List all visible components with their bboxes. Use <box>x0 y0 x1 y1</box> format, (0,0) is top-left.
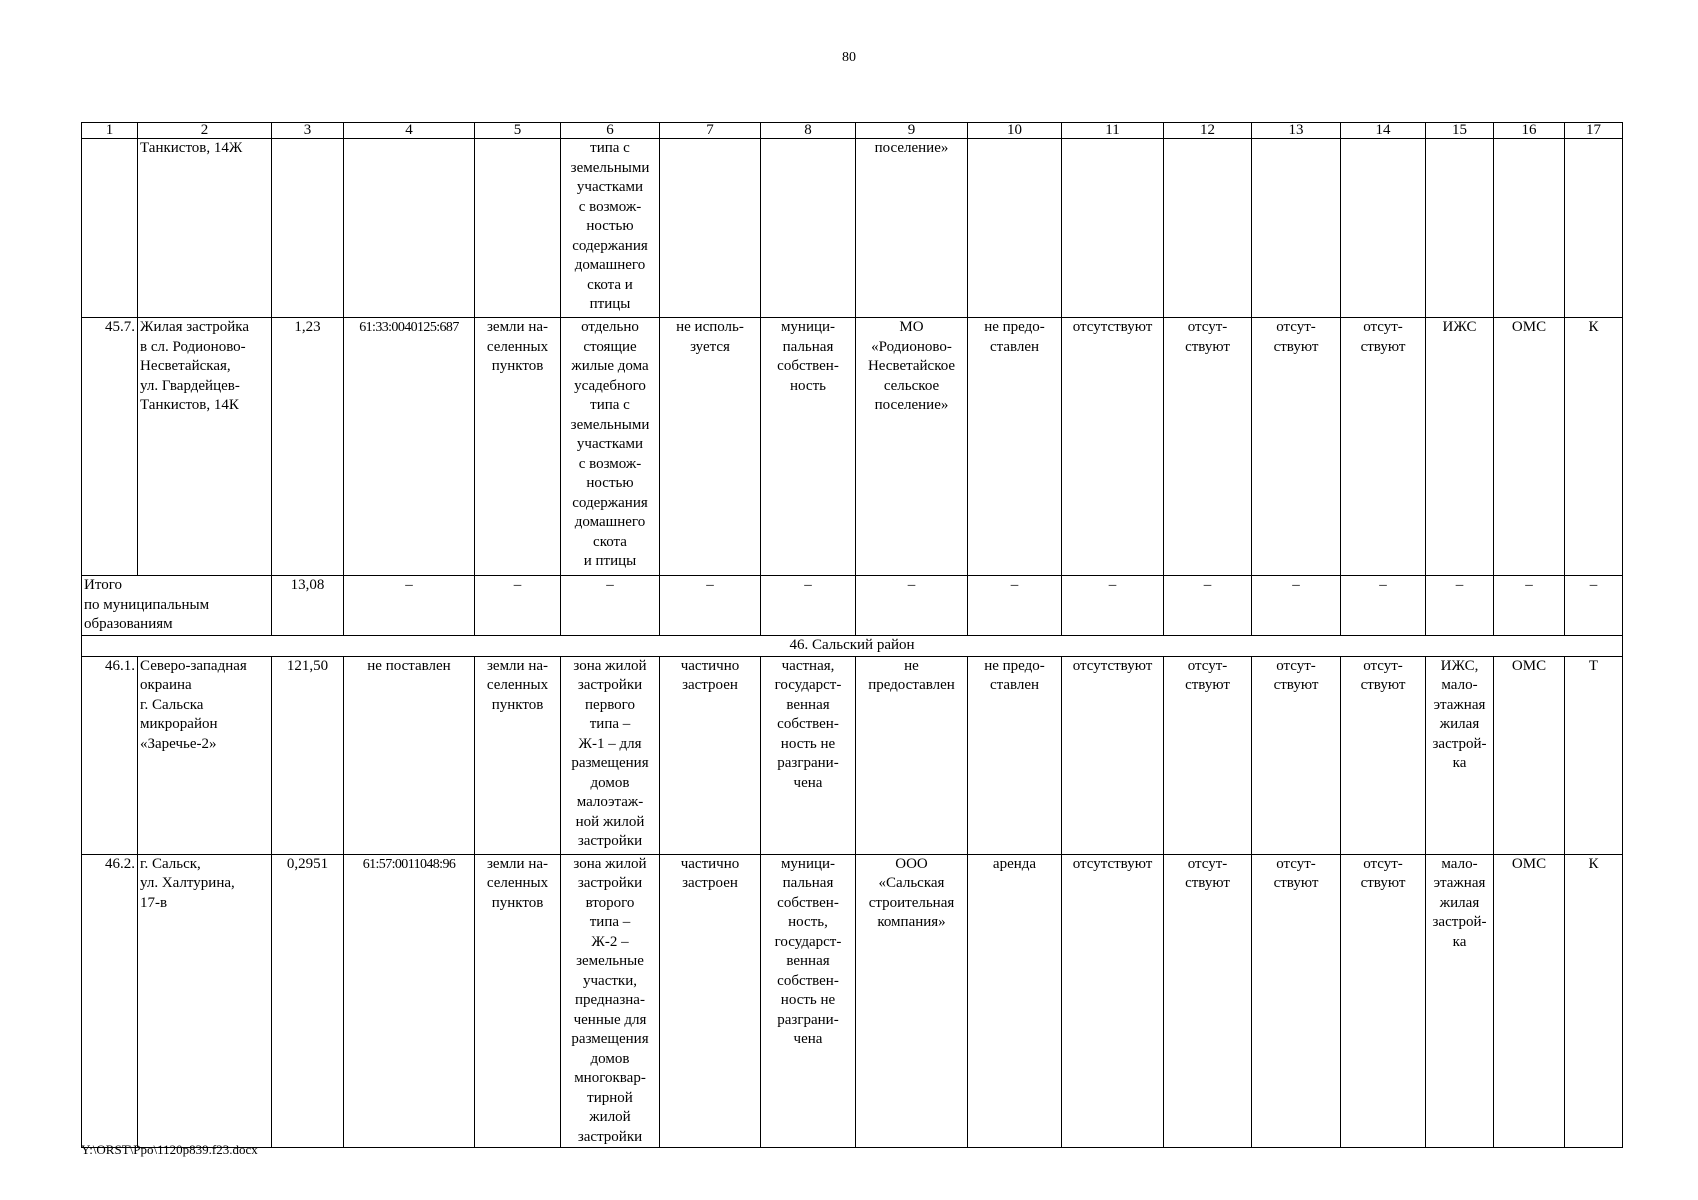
column-number: 3 <box>272 123 344 139</box>
table-cell: зона жилой застройки второго типа – Ж-2 – земельные участки, предназна- ченные для размещения домов многоквар- тирной жилой застройки <box>561 854 660 1148</box>
column-number: 6 <box>561 123 660 139</box>
table-cell: типа с земельными участками с возмож- ностью содержания домашнего скота и птицы <box>561 139 660 318</box>
column-number: 8 <box>761 123 856 139</box>
table-cell: частная, государст- венная собствен- ность не разграни- чена <box>761 656 856 854</box>
table-cell: отдельно стоящие жилые дома усадебного типа с земельными участками с возмож- ностью содержания домашнего скота и птицы <box>561 318 660 576</box>
table-cell <box>1252 139 1341 318</box>
column-number: 16 <box>1494 123 1565 139</box>
column-number: 2 <box>138 123 272 139</box>
table-cell <box>1426 139 1494 318</box>
table-cell <box>660 139 761 318</box>
table-cell: 46.2. <box>82 854 138 1148</box>
column-number: 9 <box>856 123 968 139</box>
table-cell: муници- пальная собствен- ность <box>761 318 856 576</box>
table-cell: отсут- ствуют <box>1164 854 1252 1148</box>
table-cell: земли на- селенных пунктов <box>475 854 561 1148</box>
table-row <box>82 854 1623 1148</box>
table-cell <box>1565 139 1623 318</box>
table-cell: 61:57:0011048:96 <box>344 854 475 1148</box>
table-cell: Танкистов, 14Ж <box>138 139 272 318</box>
table-cell: частично застроен <box>660 656 761 854</box>
table-cell: отсут- ствуют <box>1341 656 1426 854</box>
table-cell: ОМС <box>1494 318 1565 576</box>
table-cell: ОМС <box>1494 656 1565 854</box>
total-value: 13,08 <box>272 576 344 636</box>
file-path: Y:\ORST\Ppo\1120p839.f23.docx <box>81 1142 258 1157</box>
table-cell: мало- этажная жилая застрой- ка <box>1426 854 1494 1148</box>
dash-cell: – <box>344 576 475 636</box>
dash-cell: – <box>1252 576 1341 636</box>
table-cell: отсут- ствуют <box>1252 318 1341 576</box>
table-cell <box>761 139 856 318</box>
dash-cell: – <box>660 576 761 636</box>
table-cell: Северо-западная окраина г. Сальска микрорайон «Заречье-2» <box>138 656 272 854</box>
table-cell: поселение» <box>856 139 968 318</box>
table-cell: отсут- ствуют <box>1164 656 1252 854</box>
table-cell: ИЖС, мало- этажная жилая застрой- ка <box>1426 656 1494 854</box>
table-row <box>82 318 1623 576</box>
column-number: 10 <box>968 123 1062 139</box>
table-cell <box>968 139 1062 318</box>
table-cell: ОМС <box>1494 854 1565 1148</box>
table-cell: 121,50 <box>272 656 344 854</box>
page-number: 80 <box>842 50 856 65</box>
table-cell <box>1494 139 1565 318</box>
section-row <box>82 636 1623 657</box>
table-cell: отсут- ствуют <box>1341 318 1426 576</box>
table-row-continuation <box>82 139 1623 318</box>
dash-cell: – <box>761 576 856 636</box>
table-cell: отсут- ствуют <box>1341 854 1426 1148</box>
table-cell: МО «Родионово- Несветайское сельское поселение» <box>856 318 968 576</box>
dash-cell: – <box>1164 576 1252 636</box>
table-cell: не предоставлен <box>856 656 968 854</box>
table-cell: земли на- селенных пунктов <box>475 318 561 576</box>
table-cell: не исполь- зуется <box>660 318 761 576</box>
table-cell: отсут- ствуют <box>1252 854 1341 1148</box>
table-cell: ИЖС <box>1426 318 1494 576</box>
table-cell: 1,23 <box>272 318 344 576</box>
column-number: 1 <box>82 123 138 139</box>
table-cell: отсут- ствуют <box>1164 318 1252 576</box>
column-number: 12 <box>1164 123 1252 139</box>
table-cell: 46.1. <box>82 656 138 854</box>
table-cell <box>475 139 561 318</box>
table-row <box>82 656 1623 854</box>
table-cell: зона жилой застройки первого типа – Ж-1 – для размещения домов малоэтаж- ной жилой застройки <box>561 656 660 854</box>
table-cell: Жилая застройка в сл. Родионово- Несветайская, ул. Гвардейцев- Танкистов, 14К <box>138 318 272 576</box>
table-cell: К <box>1565 318 1623 576</box>
table-cell: отсутствуют <box>1062 318 1164 576</box>
column-number-row <box>82 123 1623 139</box>
table-row-total <box>82 576 1623 636</box>
table-cell <box>272 139 344 318</box>
table-cell: земли на- селенных пунктов <box>475 656 561 854</box>
table-cell: ООО «Сальская строительная компания» <box>856 854 968 1148</box>
column-number: 4 <box>344 123 475 139</box>
column-number: 13 <box>1252 123 1341 139</box>
table-cell <box>82 139 138 318</box>
dash-cell: – <box>561 576 660 636</box>
table-cell <box>1062 139 1164 318</box>
dash-cell: – <box>1494 576 1565 636</box>
table-cell: муници- пальная собствен- ность, государст- венная собствен- ность не разграни- чена <box>761 854 856 1148</box>
table-cell: 0,2951 <box>272 854 344 1148</box>
column-number: 14 <box>1341 123 1426 139</box>
column-number: 5 <box>475 123 561 139</box>
table-cell: частично застроен <box>660 854 761 1148</box>
table-cell: аренда <box>968 854 1062 1148</box>
table-cell: К <box>1565 854 1623 1148</box>
table-cell <box>1164 139 1252 318</box>
table-cell: Т <box>1565 656 1623 854</box>
table-cell: г. Сальск, ул. Халтурина, 17-в <box>138 854 272 1148</box>
dash-cell: – <box>1565 576 1623 636</box>
table-cell: отсутствуют <box>1062 656 1164 854</box>
column-number: 11 <box>1062 123 1164 139</box>
table-cell <box>1341 139 1426 318</box>
dash-cell: – <box>1341 576 1426 636</box>
table-cell: не поставлен <box>344 656 475 854</box>
table-cell: отсут- ствуют <box>1252 656 1341 854</box>
table-cell: не предо- ставлен <box>968 318 1062 576</box>
dash-cell: – <box>968 576 1062 636</box>
table-cell: отсутствуют <box>1062 854 1164 1148</box>
dash-cell: – <box>856 576 968 636</box>
table-cell: не предо- ставлен <box>968 656 1062 854</box>
dash-cell: – <box>1062 576 1164 636</box>
column-number: 7 <box>660 123 761 139</box>
land-plots-table <box>81 122 1623 1148</box>
dash-cell: – <box>1426 576 1494 636</box>
column-number: 17 <box>1565 123 1623 139</box>
table-cell <box>344 139 475 318</box>
dash-cell: – <box>475 576 561 636</box>
total-label: Итого по муниципальным образованиям <box>82 576 272 636</box>
table-cell: 61:33:0040125:687 <box>344 318 475 576</box>
table-cell: 45.7. <box>82 318 138 576</box>
section-title: 46. Сальский район <box>82 636 1623 657</box>
column-number: 15 <box>1426 123 1494 139</box>
